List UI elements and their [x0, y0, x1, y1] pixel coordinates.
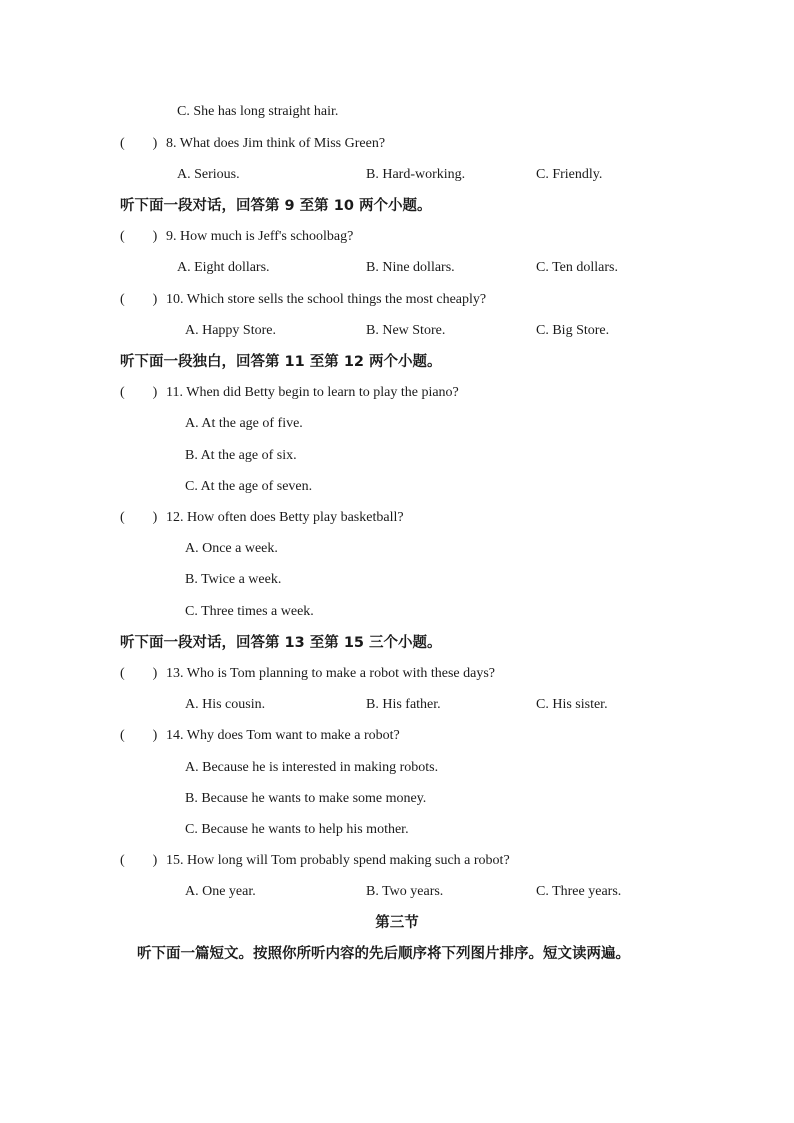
q9-option-c: C. Ten dollars.: [536, 260, 618, 275]
q9-option-b: B. Nine dollars.: [366, 260, 455, 275]
q15-option-a: A. One year.: [185, 884, 256, 899]
answer-blank-q12[interactable]: ( ): [120, 510, 158, 525]
q10-option-c: C. Big Store.: [536, 323, 610, 338]
question-14-stem: 14. Why does Tom want to make a robot?: [166, 728, 400, 743]
question-8-stem: 8. What does Jim think of Miss Green?: [166, 136, 386, 151]
q14-option-b: B. Because he wants to make some money.: [185, 791, 427, 806]
answer-blank-q14[interactable]: ( ): [120, 728, 158, 743]
q10-option-b: B. New Store.: [366, 323, 446, 338]
q13-option-c: C. His sister.: [536, 697, 608, 712]
question-13-stem: 13. Who is Tom planning to make a robot with these days?: [166, 666, 496, 681]
section-heading-11-12: 听下面一段独白，回答第 11 至第 12 两个小题。: [120, 354, 442, 370]
q8-option-b: B. Hard-working.: [366, 167, 466, 182]
q15-option-b: B. Two years.: [366, 884, 444, 899]
q11-option-a: A. At the age of five.: [185, 416, 303, 431]
q14-option-c: C. Because he wants to help his mother.: [185, 822, 409, 837]
q10-option-a: A. Happy Store.: [185, 323, 276, 338]
q12-option-a: A. Once a week.: [185, 541, 278, 556]
q11-option-b: B. At the age of six.: [185, 448, 297, 463]
q8-option-a: A. Serious.: [177, 167, 240, 182]
answer-blank-q10[interactable]: ( ): [120, 292, 158, 307]
answer-blank-q8[interactable]: ( ): [120, 136, 158, 151]
q7-option-c: C. She has long straight hair.: [177, 104, 339, 119]
q8-option-c: C. Friendly.: [536, 167, 603, 182]
part-3-instruction: 听下面一篇短文。按照你所听内容的先后顺序将下列图片排序。短文读两遍。: [137, 946, 630, 962]
q12-option-c: C. Three times a week.: [185, 604, 314, 619]
answer-blank-q13[interactable]: ( ): [120, 666, 158, 681]
section-heading-13-15: 听下面一段对话，回答第 13 至第 15 三个小题。: [120, 635, 442, 651]
answer-blank-q15[interactable]: ( ): [120, 853, 158, 868]
q12-option-b: B. Twice a week.: [185, 572, 282, 587]
question-9-stem: 9. How much is Jeff's schoolbag?: [166, 229, 354, 244]
question-15-stem: 15. How long will Tom probably spend making such a robot?: [166, 853, 510, 868]
q13-option-a: A. His cousin.: [185, 697, 266, 712]
question-10-stem: 10. Which store sells the school things the most cheaply?: [166, 292, 487, 307]
answer-blank-q11[interactable]: ( ): [120, 385, 158, 400]
question-12-stem: 12. How often does Betty play basketball?: [166, 510, 404, 525]
q9-option-a: A. Eight dollars.: [177, 260, 270, 275]
q14-option-a: A. Because he is interested in making robots.: [185, 760, 439, 775]
part-3-title: 第三节: [375, 915, 419, 931]
question-11-stem: 11. When did Betty begin to learn to play the piano?: [166, 385, 459, 400]
answer-blank-q9[interactable]: ( ): [120, 229, 158, 244]
q13-option-b: B. His father.: [366, 697, 441, 712]
q11-option-c: C. At the age of seven.: [185, 479, 313, 494]
q15-option-c: C. Three years.: [536, 884, 622, 899]
section-heading-9-10: 听下面一段对话，回答第 9 至第 10 两个小题。: [120, 198, 432, 214]
